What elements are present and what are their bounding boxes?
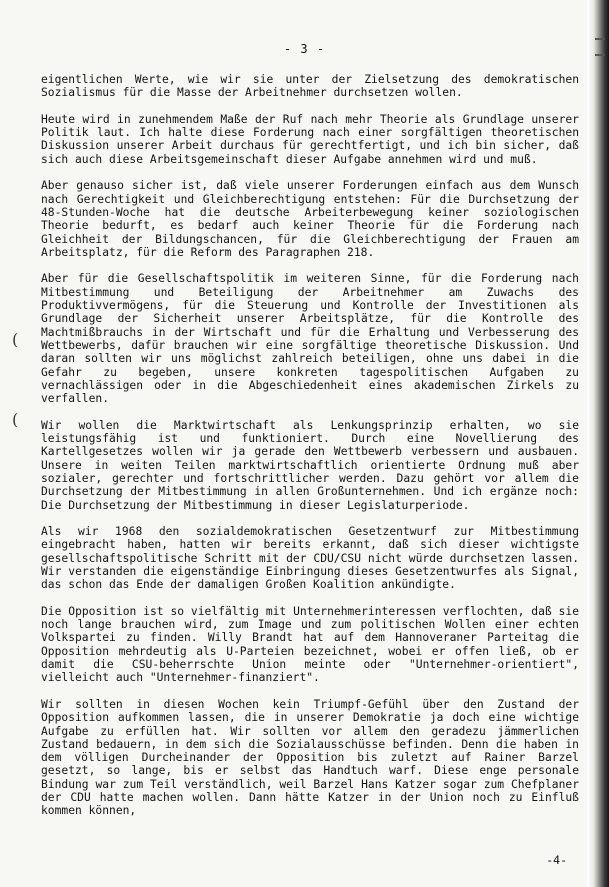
paragraph: eigentlichen Werte, wie wir sie unter der Zielsetzung des demokratischen Sozialismus für die Masse der Arbeitnehmer durchsetzen wollen. bbox=[41, 73, 579, 100]
paragraph: Wir sollten in diesen Wochen kein Triumpf-Gefühl über den Zustand der Opposition aufkommen lassen, die in unserer Demokratie ja doch eine wichtige Aufgabe zu erfüllen hat. Wir sollten vor allem den geradezu jämmerlichen Zustand bedauern, in dem sich die Sozialausschüsse befinden. Denn die haben in dem völligen Durcheinander der Opposition bis zuletzt auf Rainer Barzel gesetzt, so lange, bis er selbst das Handtuch warf. Diese enge personale Bindung war zum Teil verständlich, weil Barzel Hans Katzer sogar zum Chefplaner der CDU hatte machen wollen. Dann hätte Katzer in der Union noch zu Einfluß kommen können, bbox=[41, 697, 579, 818]
document-body bbox=[41, 73, 579, 831]
margin-bracket-mark: ( bbox=[12, 330, 19, 349]
page-edge-shadow bbox=[587, 0, 609, 887]
page-number: - 3 - bbox=[283, 42, 326, 56]
margin-bracket-mark: ( bbox=[12, 410, 19, 429]
paragraph: Als wir 1968 den sozialdemokratischen Gesetzentwurf zur Mitbestimmung eingebracht haben, hatten wir bereits erkannt, daß sich dieser wichtigste gesellschaftspolitische Schritt mit der CDU/CSU nicht würde durchsetzen lassen. Wir verstanden die eigenständige Einbringung dieses Gesetzentwurfes als Signal, das schon das Ende der damaligen Großen Koalition ankündigte. bbox=[41, 525, 579, 592]
binding-mark bbox=[595, 38, 605, 40]
paragraph: Aber für die Gesellschaftspolitik im weiteren Sinne, für die Forderung nach Mitbestimmung und Beteiligung der Arbeitnehmer am Zuwachs des Produktivvermögens, für die Steuerung und Kontrolle der Investitionen als Grundlage der Sicherheit unserer Arbeitsplätze, für die Kontrolle des Machtmißbrauchs in der Wirtschaft und für die Erhaltung und Verbesserung des Wettbewerbs, dafür brauchen wir eine sorgfältige theoretische Diskussion. Und daran sollten wir uns möglichst zahlreich beteiligen, ohne uns dabei in die Gefahr zu begeben, unsere konkreten tagespolitischen Aufgaben zu vernachlässigen oder in die Abgeschiedenheit eines akademischen Zirkels zu verfallen. bbox=[41, 272, 579, 406]
paragraph: Die Opposition ist so vielfältig mit Unternehmerinteressen verflochten, daß sie noch lange brauchen wird, zum Image und zum politischen Wollen einer echten Volkspartei zu finden. Willy Brandt hat auf dem Hannoveraner Parteitag die Opposition mehrdeutig als U-Parteien bezeichnet, wobei er offen ließ, ob er damit die CSU-beherrschte Union meinte oder "Unternehmer-orientiert", vielleicht auch "Unternehmer-finanziert". bbox=[41, 604, 579, 685]
continuation-marker: -4- bbox=[546, 853, 567, 867]
paragraph: Heute wird in zunehmendem Maße der Ruf nach mehr Theorie als Grundlage unserer Politik laut. Ich halte diese Forderung nach einer sorgfältigen theoretischen Diskussion unserer Arbeit durchaus für gerechtfertigt, und ich bin sicher, daß sich auch diese Arbeitsgemeinschaft dieser Aufgabe annehmen wird und muß. bbox=[41, 112, 579, 166]
paragraph: Wir wollen die Marktwirtschaft als Lenkungsprinzip erhalten, wo sie leistungsfähig ist und funktioniert. Durch eine Novellierung des Kartellgesetzes wollen wir ja gerade den Wettbewerb verbessern und ausbauen. Unsere in weiten Teilen marktwirtschaftlich orientierte Ordnung muß aber sozialer, gerechter und fortschrittlicher werden. Dazu gehört vor allem die Durchsetzung der Mitbestimmung in allen Großunternehmen. Und ich ergänze noch: Die Durchsetzung der Mitbestimmung in dieser Legislaturperiode. bbox=[41, 418, 579, 512]
paragraph: Aber genauso sicher ist, daß viele unserer Forderungen einfach aus dem Wunsch nach Gerechtigkeit und Gleichberechtigung entstehen: Für die Durchsetzung der 48-Stunden-Woche hat die deutsche Arbeiterbewegung keiner soziologischen Theorie bedurft, es bedarf auch keiner Theorie für die Forderung nach Gleichheit der Bildungschancen, für die Gleichberechtigung der Frauen am Arbeitsplatz, für die Reform des Paragraphen 218. bbox=[41, 179, 579, 259]
